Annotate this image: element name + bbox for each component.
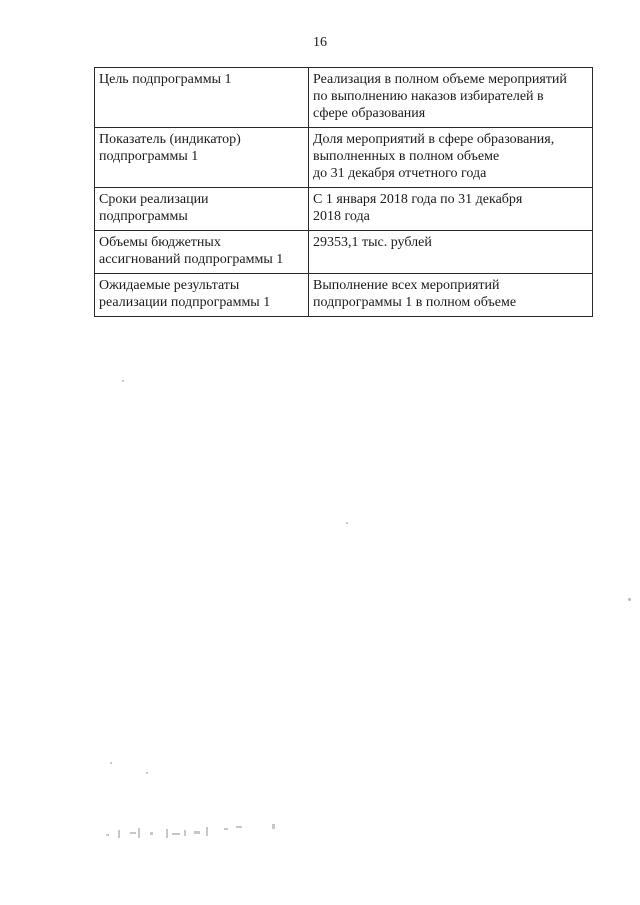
subprogram-passport-table: [94, 67, 593, 317]
row-label: Цель подпрограммы 1: [99, 72, 232, 87]
table-row: [95, 128, 593, 188]
row-label: Сроки реализации подпрограммы: [99, 192, 209, 224]
page-number: 16: [313, 35, 327, 50]
row-value: Реализация в полном объеме мероприятий по выполнению наказов избирателей в сфере образования: [313, 72, 567, 121]
scan-speck: [628, 598, 631, 601]
table-row: [95, 231, 593, 274]
row-value-cell: [309, 68, 593, 128]
scan-speck: [110, 762, 112, 764]
row-label-cell: [95, 231, 309, 274]
scan-speck: [346, 522, 348, 524]
row-label-cell: [95, 128, 309, 188]
scan-speck: [146, 772, 148, 774]
row-label-cell: [95, 188, 309, 231]
row-label: Ожидаемые результаты реализации подпрограммы 1: [99, 278, 271, 310]
row-label: Показатель (индикатор) подпрограммы 1: [99, 132, 241, 164]
row-value: С 1 января 2018 года по 31 декабря 2018 года: [313, 192, 523, 224]
row-value: Выполнение всех мероприятий подпрограммы 1 в полном объеме: [313, 278, 517, 310]
table-row: [95, 274, 593, 317]
row-value-cell: [309, 274, 593, 317]
table-row: [95, 188, 593, 231]
row-label-cell: [95, 274, 309, 317]
scan-noise: [104, 818, 284, 848]
row-value-cell: [309, 128, 593, 188]
row-value-cell: [309, 231, 593, 274]
scan-speck: [122, 380, 124, 382]
row-label: Объемы бюджетных ассигнований подпрограммы 1: [99, 235, 284, 267]
row-label-cell: [95, 68, 309, 128]
row-value-cell: [309, 188, 593, 231]
table-row: [95, 68, 593, 128]
row-value: 29353,1 тыс. рублей: [313, 235, 432, 250]
row-value: Доля мероприятий в сфере образования, выполненных в полном объеме до 31 декабря отчетного года: [313, 132, 555, 181]
